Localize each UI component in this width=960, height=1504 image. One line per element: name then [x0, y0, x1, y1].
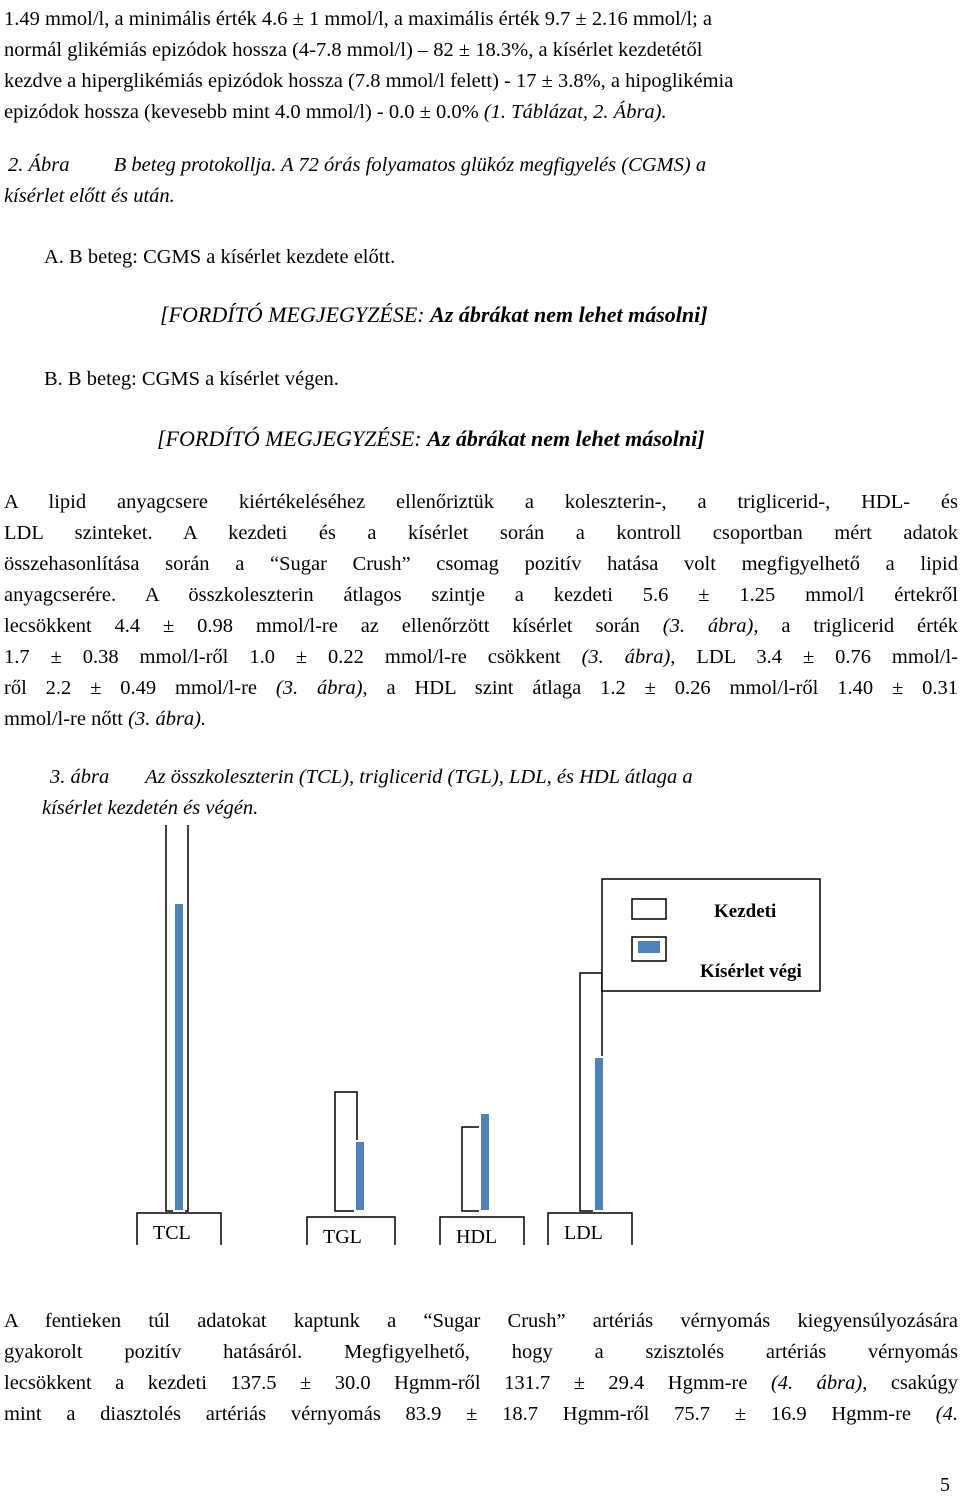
- translator-note-b: [157, 426, 705, 452]
- category-label-tgl: TGL: [323, 1226, 362, 1245]
- lipid-line-5: [4, 611, 958, 642]
- lipid-line-7-b: , a HDL szint átlaga 1.2 ± 0.26 mmol/l-ről 1.40 ± 0.31: [362, 677, 958, 699]
- translator-note-a-prefix: [FORDÍTÓ MEGJEGYZÉSE:: [160, 302, 431, 327]
- subfigure-b-label: B. B beteg: CGMS a kísérlet végen.: [44, 368, 339, 390]
- lipid-line-5-ref: (3. ábra): [662, 615, 754, 637]
- figure-3-caption-text: Az összkoleszterin (TCL), triglicerid (TGL), LDL, és HDL átlaga a: [145, 766, 693, 788]
- lipid-line-5-a: lecsökkent 4.4 ± 0.98 mmol/l-re az ellenőrzött kísérlet során: [4, 615, 663, 637]
- page-number: 5: [940, 1474, 950, 1496]
- lipid-line-3: összehasonlítása során a “Sugar Crush” csomag pozitív hatása volt megfigyelhető a lipid: [4, 553, 958, 575]
- category-label-ldl: LDL: [564, 1222, 603, 1244]
- bp-line-3-b: , csakúgy: [862, 1372, 958, 1394]
- bar-tgl-kezdeti: [335, 1092, 357, 1211]
- bp-line-4: [4, 1399, 958, 1430]
- lipid-line-4: anyagcserére. A összkoleszterin átlagos szintje a kezdeti 5.6 ± 1.25 mmol/l értekről: [4, 584, 958, 606]
- bp-line-2: gyakorolt pozitív hatásáról. Megfigyelhető, hogy a szisztolés artériás vérnyomás: [4, 1341, 958, 1363]
- lipid-line-7: [4, 673, 958, 704]
- lipid-line-6-b: , LDL 3.4 ± 0.76 mmol/l-: [670, 646, 958, 668]
- translator-note-b-bold: Az ábrákat nem lehet másolni]: [427, 426, 705, 451]
- bar-ldl-kiserlet-vegi: [594, 1057, 604, 1211]
- figure-2-number: 2. Ábra: [8, 154, 70, 176]
- category-label-tcl: TCL: [153, 1222, 191, 1244]
- figure-3-caption-line-2: kísérlet kezdetén és végén.: [42, 797, 259, 819]
- bar-hdl-kiserlet-vegi: [480, 1113, 490, 1211]
- bp-line-1: A fentieken túl adatokat kaptunk a “Sugar Crush” artériás vérnyomás kiegyensúlyozására: [4, 1310, 958, 1332]
- legend-swatch-kiserlet-vegi: [638, 941, 660, 953]
- figure-2-caption: [8, 150, 960, 181]
- bp-line-4-ref: (4.: [935, 1403, 958, 1425]
- intro-line-1: 1.49 mmol/l, a minimális érték 4.6 ± 1 mmol/l, a maximális érték 9.7 ± 2.16 mmol/l; a: [4, 8, 713, 30]
- bp-line-4-a: mint a diasztolés artériás vérnyomás 83.9 ± 18.7 Hgmm-ről 75.7 ± 16.9 Hgmm-re: [4, 1403, 936, 1425]
- bp-line-3: [4, 1368, 958, 1399]
- lipid-line-1: A lipid anyagcsere kiértékeléséhez ellenőriztük a koleszterin-, a triglicerid-, HDL- és: [4, 491, 958, 513]
- intro-line-4: [4, 97, 958, 128]
- intro-reference: (1. Táblázat, 2. Ábra).: [483, 101, 667, 123]
- lipid-line-8-ref: (3. ábra).: [128, 708, 207, 730]
- translator-note-a: [160, 302, 708, 328]
- subfigure-a-label: A. B beteg: CGMS a kísérlet kezdete előtt.: [44, 246, 396, 268]
- figure-2-caption-line-2: kísérlet előtt és után.: [4, 185, 175, 207]
- translator-note-a-bold: Az ábrákat nem lehet másolni]: [430, 302, 708, 327]
- figure-2-caption-text: B beteg protokollja. A 72 órás folyamatos glükóz megfigyelés (CGMS) a: [113, 154, 707, 176]
- lipid-line-8: [4, 704, 958, 735]
- intro-line-3: kezdve a hiperglikémiás epizódok hossza (7.8 mmol/l felett) - 17 ± 3.8%, a hipoglikémia: [4, 70, 734, 92]
- bar-tcl-kiserlet-vegi: [174, 903, 184, 1211]
- bp-line-3-a: lecsökkent a kezdeti 137.5 ± 30.0 Hgmm-ről 131.7 ± 29.4 Hgmm-re: [4, 1372, 771, 1394]
- category-label-hdl: HDL: [456, 1226, 498, 1245]
- lipid-line-6-ref: (3. ábra): [581, 646, 671, 668]
- intro-line-4-text: epizódok hossza (kevesebb mint 4.0 mmol/l) - 0.0 ± 0.0%: [4, 101, 479, 123]
- legend-label-kiserlet-vegi: Kísérlet végi: [700, 961, 802, 982]
- lipid-line-2: LDL szinteket. A kezdeti és a kísérlet során a kontroll csoportban mért adatok: [4, 522, 958, 544]
- lipid-line-6-a: 1.7 ± 0.38 mmol/l-ről 1.0 ± 0.22 mmol/l-re csökkent: [4, 646, 582, 668]
- lipid-line-8-a: mmol/l-re nőtt: [4, 708, 129, 730]
- legend-swatch-kezdeti: [632, 899, 666, 919]
- intro-line-2: normál glikémiás epizódok hossza (4-7.8 mmol/l) – 82 ± 18.3%, a kísérlet kezdetétől: [4, 39, 703, 61]
- lipid-line-5-b: , a triglicerid érték: [753, 615, 958, 637]
- lipid-line-7-ref: (3. ábra): [275, 677, 363, 699]
- translator-note-b-prefix: [FORDÍTÓ MEGJEGYZÉSE:: [157, 426, 428, 451]
- lipid-bar-chart: [0, 825, 960, 1245]
- bp-line-3-ref: (4. ábra): [770, 1372, 863, 1394]
- figure-3-caption: [50, 762, 960, 793]
- legend-label-kezdeti: Kezdeti: [714, 901, 777, 922]
- lipid-line-6: [4, 642, 958, 673]
- bar-tgl-kiserlet-vegi: [355, 1141, 365, 1211]
- lipid-line-7-a: ről 2.2 ± 0.49 mmol/l-re: [4, 677, 276, 699]
- figure-3-number: 3. ábra: [50, 766, 110, 788]
